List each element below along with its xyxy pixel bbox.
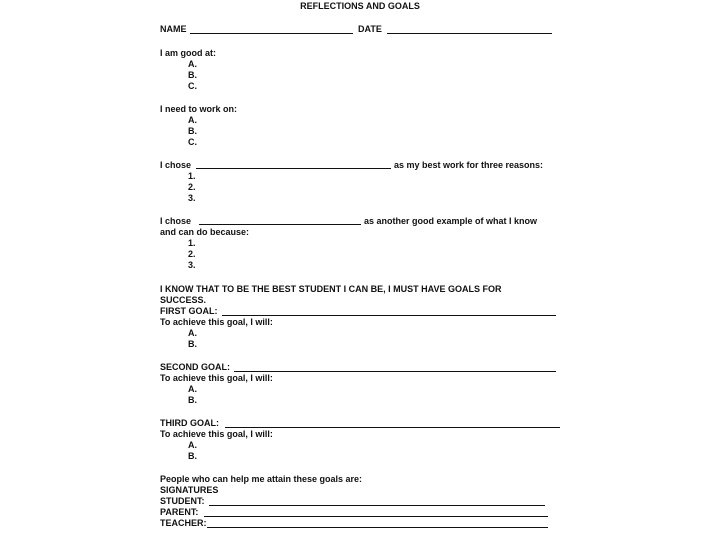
first-goal-step: A. [188,328,197,338]
first-goal-achieve: To achieve this goal, I will: [160,317,273,327]
good-at-item: C. [188,81,197,91]
name-label: NAME [160,24,187,34]
parent-signature-field[interactable] [204,516,548,517]
teacher-signature-label: TEACHER: [160,518,207,528]
second-goal-field[interactable] [234,371,556,372]
date-field[interactable] [387,33,552,34]
best-work-prefix: I chose [160,160,192,170]
second-goal-step: B. [188,395,197,405]
good-example-suffix: as another good example of what I know [364,216,538,226]
name-field[interactable] [190,33,353,34]
good-at-item: A. [188,59,197,69]
good-example-field[interactable] [199,224,361,225]
good-example-prefix: I chose [160,216,192,226]
good-example-reason: 1. [188,238,196,248]
page-title: REFLECTIONS AND GOALS [300,1,420,11]
best-work-reason: 1. [188,171,196,181]
good-example-reason: 2. [188,249,196,259]
parent-signature-label: PARENT: [160,507,199,517]
work-on-item: A. [188,115,197,125]
good-example-line2: and can do because: [160,227,250,237]
helpers-text: People who can help me attain these goals are: [160,474,363,484]
name-row [160,24,187,35]
third-goal-step: A. [188,440,197,450]
first-goal-label: FIRST GOAL: [160,306,218,316]
work-on-heading: I need to work on: [160,104,238,114]
third-goal-field[interactable] [225,427,560,428]
good-at-item: B. [188,70,197,80]
second-goal-label: SECOND GOAL: [160,362,231,372]
best-work-reason: 2. [188,182,196,192]
teacher-signature-field[interactable] [207,527,548,528]
first-goal-step: B. [188,339,197,349]
goals-intro-line2: SUCCESS. [160,295,207,305]
good-example-reason: 3. [188,260,196,270]
third-goal-step: B. [188,451,197,461]
second-goal-achieve: To achieve this goal, I will: [160,373,273,383]
work-on-item: C. [188,137,197,147]
third-goal-label: THIRD GOAL: [160,418,219,428]
good-at-heading: I am good at: [160,48,216,58]
work-on-item: B. [188,126,197,136]
student-signature-field[interactable] [209,505,545,506]
student-signature-label: STUDENT: [160,496,205,506]
signatures-heading: SIGNATURES [160,485,219,495]
best-work-suffix: as my best work for three reasons: [394,160,544,170]
best-work-field[interactable] [196,168,391,169]
second-goal-step: A. [188,384,197,394]
third-goal-achieve: To achieve this goal, I will: [160,429,273,439]
date-label: DATE [358,24,382,34]
goals-intro-line1: I KNOW THAT TO BE THE BEST STUDENT I CAN BE, I MUST HAVE GOALS FOR [160,284,502,294]
best-work-reason: 3. [188,193,196,203]
first-goal-field[interactable] [222,315,556,316]
